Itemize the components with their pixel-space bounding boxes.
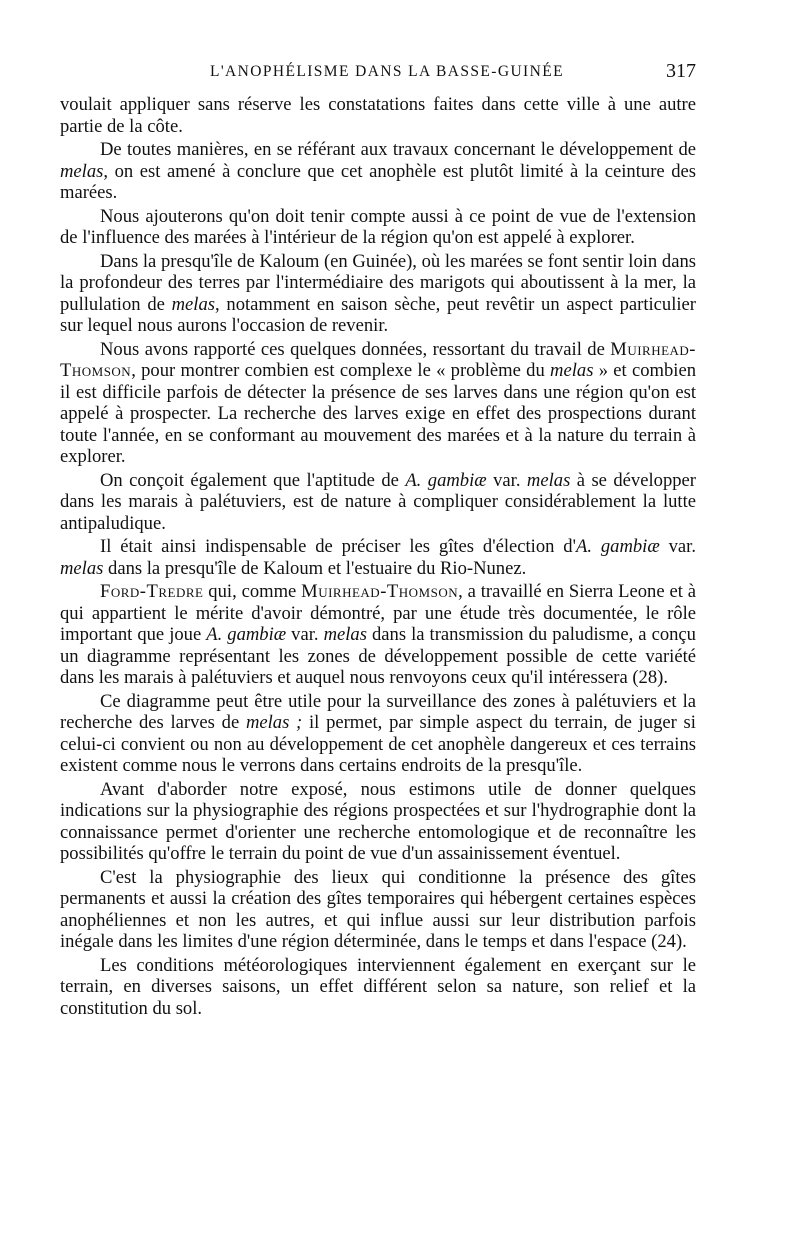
paragraph: [60, 536, 696, 579]
paragraph: [60, 470, 696, 535]
text-run: Ce diagramme peut être utile pour la surveillance des zones à palétuviers et la recherche des larves de: [60, 690, 696, 733]
text-run: var.: [286, 624, 324, 645]
text-run: Les conditions météorologiques interviennent également en exerçant sur le terrain, en diverses saisons, un effet différent selon sa nature, son relief et la constitution du sol.: [60, 954, 696, 1019]
body-text: [60, 94, 696, 1019]
italic-term: melas: [60, 557, 104, 579]
text-run: dans la presqu'île de Kaloum et l'estuaire du Rio-Nunez.: [103, 557, 527, 579]
text-run: , on est amené à conclure que cet anophèle est plutôt limité à la ceinture des marées.: [60, 160, 696, 203]
italic-term: melas: [323, 624, 367, 645]
text-run: Nous avons rapporté ces quelques données, ressortant du travail de: [100, 338, 611, 360]
author-name: Ford-Tredre: [100, 581, 204, 602]
text-run: » et combien il est difficile parfois de détecter la présence de ses larves dans une région qu'on est appelé à prospecter. La recherche des larves exige en effet des prospections durant toute l'année, en se conformant au mouvement des marées et à la nature du terrain à explorer.: [60, 360, 697, 467]
text-run: à se développer dans les marais à palétuviers, est de nature à compliquer considérablement la lutte antipaludique.: [60, 469, 696, 534]
author-name: Muirhead-Thomson: [60, 338, 696, 381]
text-run: var.: [486, 469, 527, 491]
text-run: On conçoit également que l'aptitude de: [100, 469, 406, 491]
italic-term: melas: [171, 293, 216, 315]
italic-term: melas ;: [245, 712, 303, 733]
paragraph: [60, 691, 696, 777]
text-run: Nous ajouterons qu'on doit tenir compte aussi à ce point de vue de l'extension de l'influence des marées à l'intérieur de la région qu'on est appelé à explorer.: [60, 205, 696, 248]
text-run: voulait appliquer sans réserve les constatations faites dans cette ville à une autre partie de la côte.: [60, 94, 696, 137]
paragraph: [60, 206, 696, 249]
author-name: Muirhead-Thomson: [301, 581, 459, 602]
italic-term: melas: [60, 160, 104, 182]
paragraph: [60, 139, 696, 204]
italic-term: A. gambiæ: [575, 536, 660, 557]
paragraph: [60, 94, 696, 137]
paragraph: [60, 251, 696, 337]
paragraph: [60, 339, 696, 468]
text-run: C'est la physiographie des lieux qui conditionne la présence des gîtes permanents et aussi la création des gîtes temporaires qui hébergent certaines espèces anophéliennes et non les autres, et qui influe aussi sur leur distribution parfois inégale dans les limites d'une région déterminée, dans le temps et dans l'espace (24).: [60, 866, 696, 952]
running-head: L'ANOPHÉLISME DANS LA BASSE-GUINÉE: [210, 63, 564, 80]
italic-term: melas: [550, 360, 594, 381]
text-run: , pour montrer combien est complexe le « problème du: [131, 360, 551, 381]
text-run: Avant d'aborder notre exposé, nous estimons utile de donner quelques indications sur la physiographie des régions prospectées et sur l'hydrographie dont la connaissance permet d'orienter une recherche entomologique et de reconnaître les possibilités qu'offre le terrain du point de vue d'un assainissement éventuel.: [60, 778, 696, 864]
italic-term: A. gambiæ: [206, 624, 287, 645]
text-run: var.: [659, 536, 696, 557]
text-run: Il était ainsi indispensable de préciser les gîtes d'élection d': [100, 536, 576, 557]
paragraph: [60, 581, 696, 689]
page-number: 317: [666, 60, 696, 82]
italic-term: melas: [526, 469, 571, 491]
text-run: , notamment en saison sèche, peut revêtir un aspect particulier sur lequel nous aurons l'occasion de revenir.: [60, 293, 697, 336]
paragraph: [60, 955, 696, 1020]
italic-term: A. gambiæ: [405, 469, 487, 491]
paragraph: [60, 779, 696, 865]
text-run: , a travaillé en Sierra Leone et à qui appartient le mérite d'avoir démontré, par une étude très documentée, le rôle important que joue: [60, 581, 696, 645]
text-run: qui, comme: [203, 581, 302, 602]
paragraph: [60, 867, 696, 953]
text-run: Dans la presqu'île de Kaloum (en Guinée), où les marées se font sentir loin dans la profondeur des terres par l'intermédiaire des marigots qui aboutissent à la mer, la pullulation de: [60, 250, 696, 315]
page-header: [60, 54, 696, 94]
text-run: il permet, par simple aspect du terrain, de juger si celui-ci convient ou non au développement de cet anophèle dangereux et ces terrains existent comme nous le verrons dans certains endroits de la presqu'île.: [60, 712, 696, 776]
text-run: De toutes manières, en se référant aux travaux concernant le développement de: [100, 139, 696, 160]
text-run: dans la transmission du paludisme, a conçu un diagramme représentant les zones de développement possible de cette variété dans les marais à palétuviers et auquel nous renvoyons ceux qu'il intéressera (28).: [60, 624, 696, 688]
